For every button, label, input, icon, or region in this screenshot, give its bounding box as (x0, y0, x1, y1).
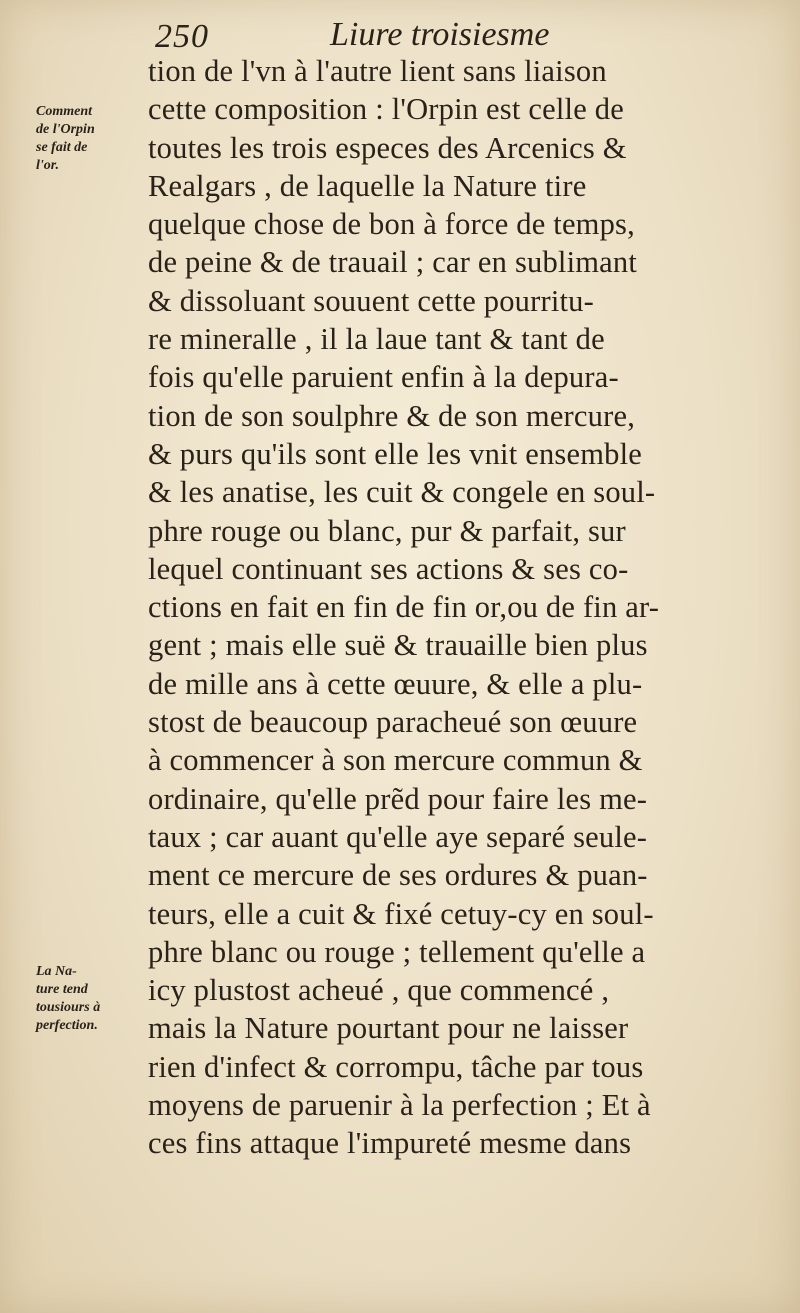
text-line: stost de beaucoup paracheué son œuure (148, 705, 638, 740)
text-line: & purs qu'ils sont elle les vnit ensemble (148, 436, 643, 471)
body-text (148, 52, 788, 1163)
text-line: ces fins attaque l'impureté mesme dans (148, 1126, 632, 1161)
text-line: gent ; mais elle suë & trauaille bien plus (148, 628, 648, 663)
marginal-note (36, 103, 95, 175)
text-line: fois qu'elle paruient enfin à la depura- (148, 360, 619, 395)
marginal-note (36, 963, 100, 1035)
text-line: mais la Nature pourtant pour ne laisser (148, 1011, 629, 1046)
text-line: moyens de paruenir à la perfection ; Et à (148, 1088, 651, 1123)
text-line: teurs, elle a cuit & fixé cetuy-cy en soul- (148, 896, 654, 931)
text-line: de peine & de trauail ; car en sublimant (148, 245, 638, 280)
text-line: re mineralle , il la laue tant & tant de (148, 322, 605, 357)
text-line: cette composition : l'Orpin est celle de (148, 92, 624, 127)
text-line: & les anatise, les cuit & congele en soul- (148, 475, 656, 510)
marginal-note-line: tousiours à (36, 1000, 101, 1015)
marginal-note-line: se fait de (36, 140, 88, 155)
text-line: & dissoluant souuent cette pourritu- (148, 283, 594, 318)
text-line: Realgars , de laquelle la Nature tire (148, 168, 587, 203)
text-line: lequel continuant ses actions & ses co- (148, 551, 629, 586)
running-title: Liure troisiesme (330, 16, 550, 53)
text-line: ordinaire, qu'elle prẽd pour faire les me- (148, 781, 648, 816)
marginal-note-line: de l'Orpin (36, 122, 95, 137)
text-line: de mille ans à cette œuure, & elle a plu- (148, 666, 643, 701)
text-line: à commencer à son mercure commun & (148, 743, 643, 778)
text-line: phre rouge ou blanc, pur & parfait, sur (148, 513, 626, 548)
marginal-note-line: perfection. (36, 1018, 98, 1033)
text-line: icy plustost acheué , que commencé , (148, 973, 610, 1008)
text-line: tion de l'vn à l'autre lient sans liaison (148, 54, 607, 88)
page-number: 250 (155, 18, 209, 55)
text-line: rien d'infect & corrompu, tâche par tous (148, 1049, 644, 1084)
marginal-note-line: l'or. (36, 158, 59, 173)
text-line: ctions en fait en fin de fin or,ou de fin ar- (148, 590, 660, 625)
text-line: quelque chose de bon à force de temps, (148, 207, 635, 242)
marginal-note-line: La Na- (36, 964, 77, 979)
text-line: taux ; car auant qu'elle aye separé seule- (148, 819, 648, 854)
marginal-note-line: ture tend (36, 982, 88, 997)
text-line: phre blanc ou rouge ; tellement qu'elle a (148, 934, 646, 969)
text-line: ment ce mercure de ses ordures & puan- (148, 858, 648, 893)
text-line: toutes les trois especes des Arcenics & (148, 130, 627, 165)
text-line: tion de son soulphre & de son mercure, (148, 398, 636, 433)
marginal-note-line: Comment (36, 104, 93, 119)
